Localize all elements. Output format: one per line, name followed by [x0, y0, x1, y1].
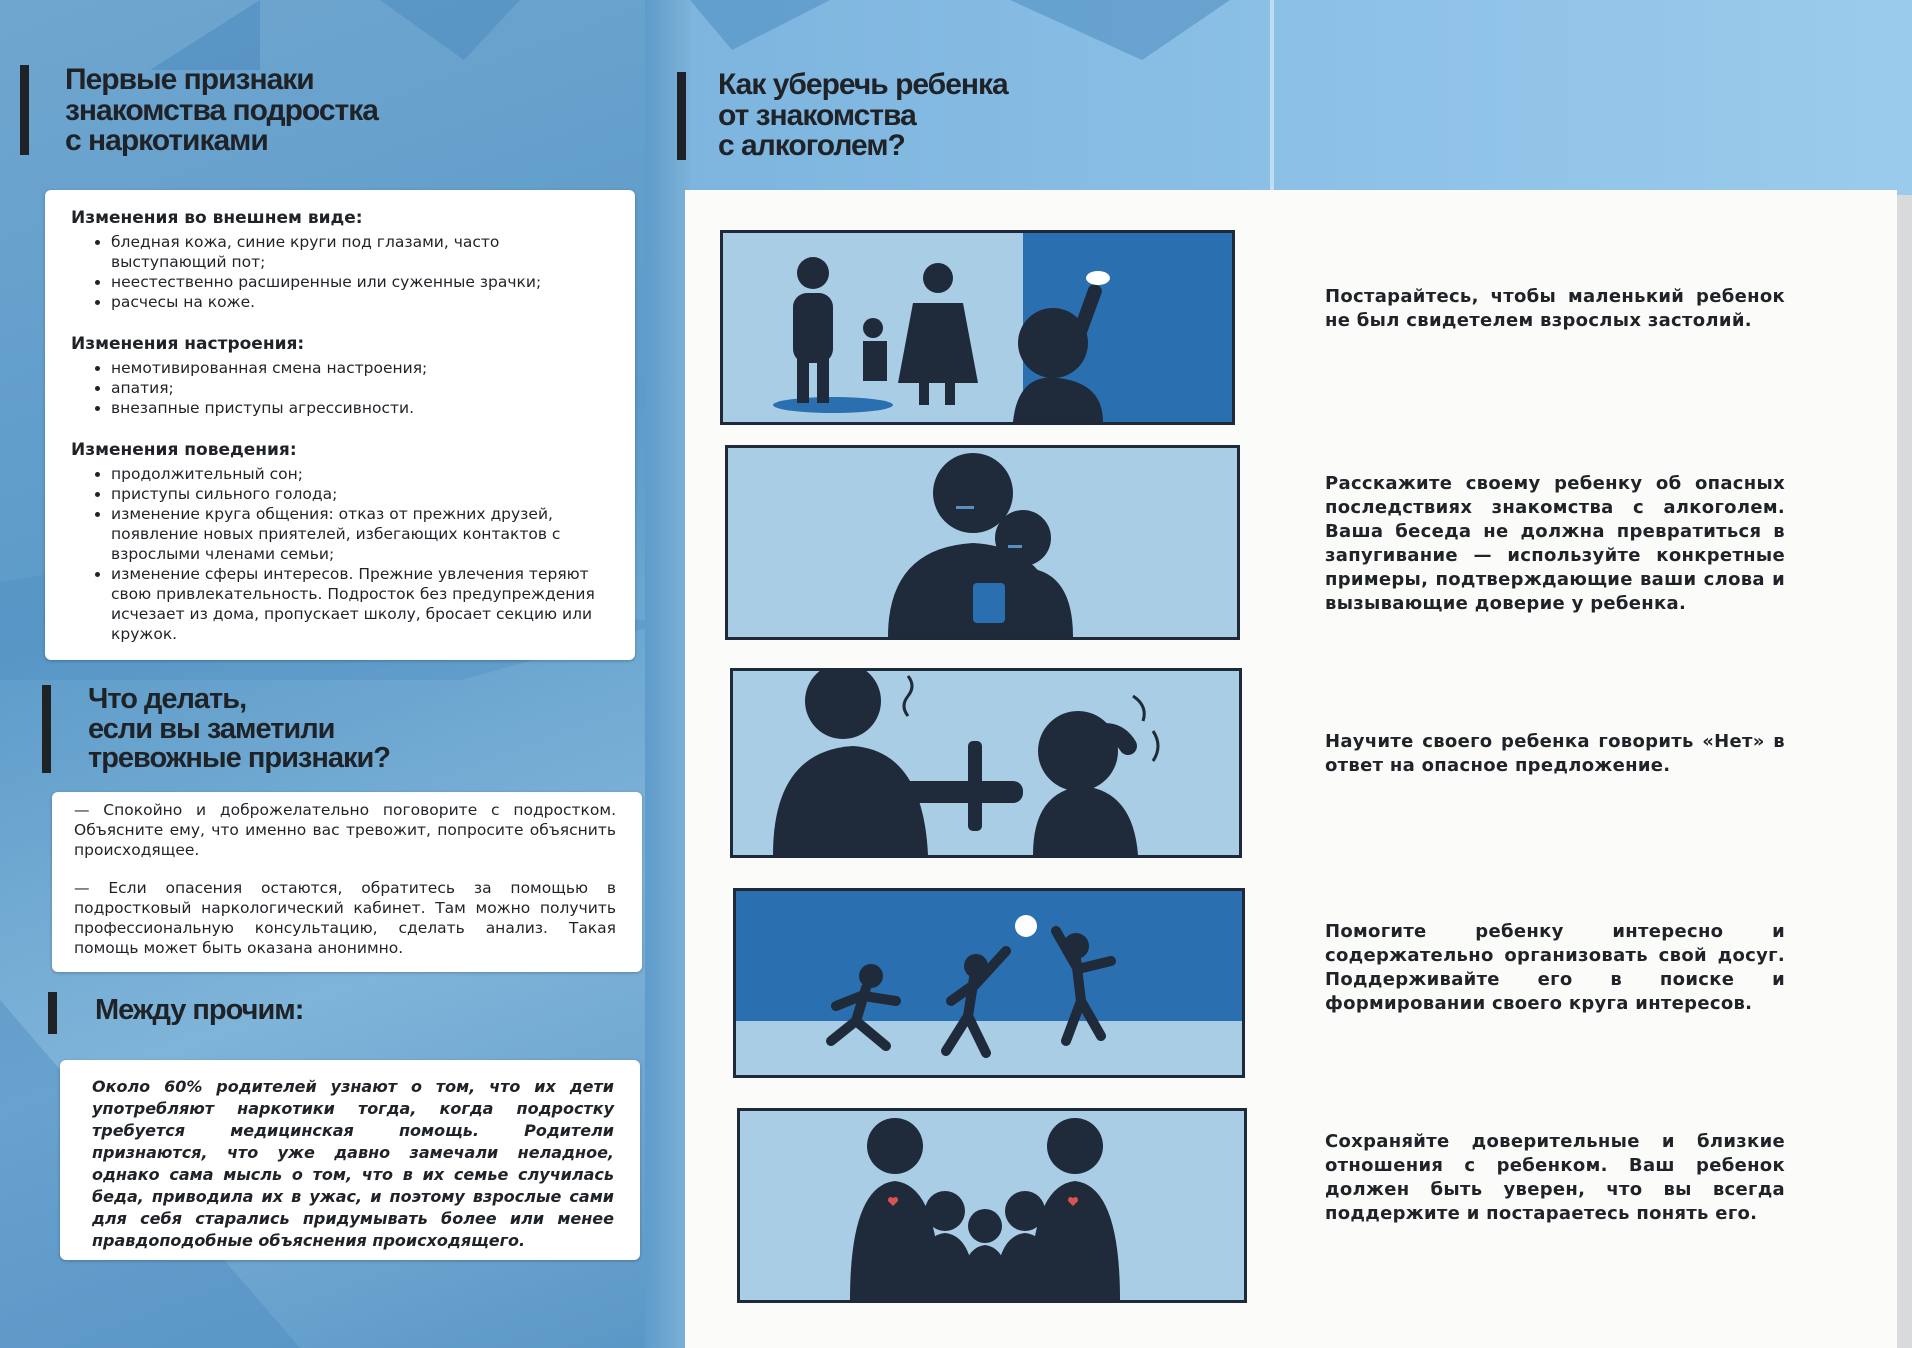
signs-group: [71, 440, 611, 644]
title-what-to-do: Что делать, если вы заметили тревожные признаки?: [88, 683, 391, 775]
title-bar: [20, 65, 29, 155]
list-item: • расчесы на коже.: [111, 292, 611, 312]
advice-text: Научите своего ребенка говорить «Нет» в ответ на опасное предложение.: [1325, 731, 1785, 776]
fact-text: Около 60% родителей узнают о том, что их дети употребляют наркотики тогда, когда подростку требуется медицинская помощь. Родители признаются, что уже давно замечали неладное, однако сама мысль о том, что в их семье случилась беда, приводила их в ужас, и поэтому взрослые сами для себя старались придумывать более или менее правдоподобные объяснения происходящего.: [92, 1077, 614, 1250]
title-by-the-way: Между прочим:: [95, 994, 304, 1026]
title-bar: [677, 72, 686, 160]
actions-card: [52, 792, 642, 972]
family-hug-illustration: [737, 1108, 1247, 1303]
parent-talk-illustration: [725, 445, 1240, 640]
advice-text: Расскажите своему ребенку об опасных последствиях знакомства с алкоголем. Ваша беседа не должна превратиться в запугивание — используйте конкретные примеры, подтверждающие ваши слова и вызывающие доверие у ребенка.: [1325, 473, 1785, 614]
title-first-signs: Первые признаки знакомства подростка с наркотиками: [65, 63, 378, 158]
list-item: • неестественно расширенные или суженные зрачки;: [111, 272, 611, 292]
list-item: • апатия;: [111, 378, 611, 398]
signs-group: [71, 208, 611, 312]
adult-party-illustration: [720, 230, 1235, 425]
signs-group: [71, 334, 611, 418]
list-item: • внезапные приступы агрессивности.: [111, 398, 611, 418]
action-paragraph: — Если опасения остаются, обратитесь за помощью в подростковый наркологический кабинет. Там можно получить профессиональную консультацию, сделать анализ. Такая помощь может быть оказана анонимно.: [74, 879, 616, 957]
signs-card: [45, 190, 635, 660]
title-bar: [48, 992, 57, 1034]
fact-card: [60, 1060, 640, 1260]
action-paragraph: — Спокойно и доброжелательно поговорите с подростком. Объясните ему, что именно вас тревожит, попросите объяснить происходящее.: [74, 801, 616, 859]
signs-heading: Изменения настроения:: [71, 334, 305, 354]
title-protect-child: Как уберечь ребенка от знакомства с алкоголем?: [718, 68, 1008, 163]
list-item: • приступы сильного голода;: [111, 484, 611, 504]
list-item: • изменение круга общения: отказ от прежних друзей, появление новых приятелей, избегающих контактов с взрослыми членами семьи;: [111, 504, 611, 564]
advice-text: Постарайтесь, чтобы маленький ребенок не был свидетелем взрослых застолий.: [1325, 286, 1785, 331]
signs-heading: Изменения во внешнем виде:: [71, 208, 363, 228]
list-item: • немотивированная смена настроения;: [111, 358, 611, 378]
fold-line: [1270, 0, 1274, 195]
title-bar: [42, 685, 51, 773]
signs-heading: Изменения поведения:: [71, 440, 297, 460]
list-item: • изменение сферы интересов. Прежние увлечения теряют свою привлекательность. Подросток без предупреждения исчезает из дома, пропускает школу, бросает секцию или кружок.: [111, 564, 611, 644]
advice-text: Сохраняйте доверительные и близкие отношения с ребенком. Ваш ребенок должен быть уверен, что вы всегда поддержите и постараетесь понять его.: [1325, 1131, 1785, 1224]
say-no-illustration: [730, 668, 1242, 858]
list-item: • бледная кожа, синие круги под глазами, часто выступающий пот;: [111, 232, 611, 272]
advice-text: Помогите ребенку интересно и содержательно организовать свой досуг. Поддерживайте его в поиске и формировании своего круга интересов.: [1325, 921, 1785, 1014]
leisure-sports-illustration: [733, 888, 1245, 1078]
list-item: • продолжительный сон;: [111, 464, 611, 484]
